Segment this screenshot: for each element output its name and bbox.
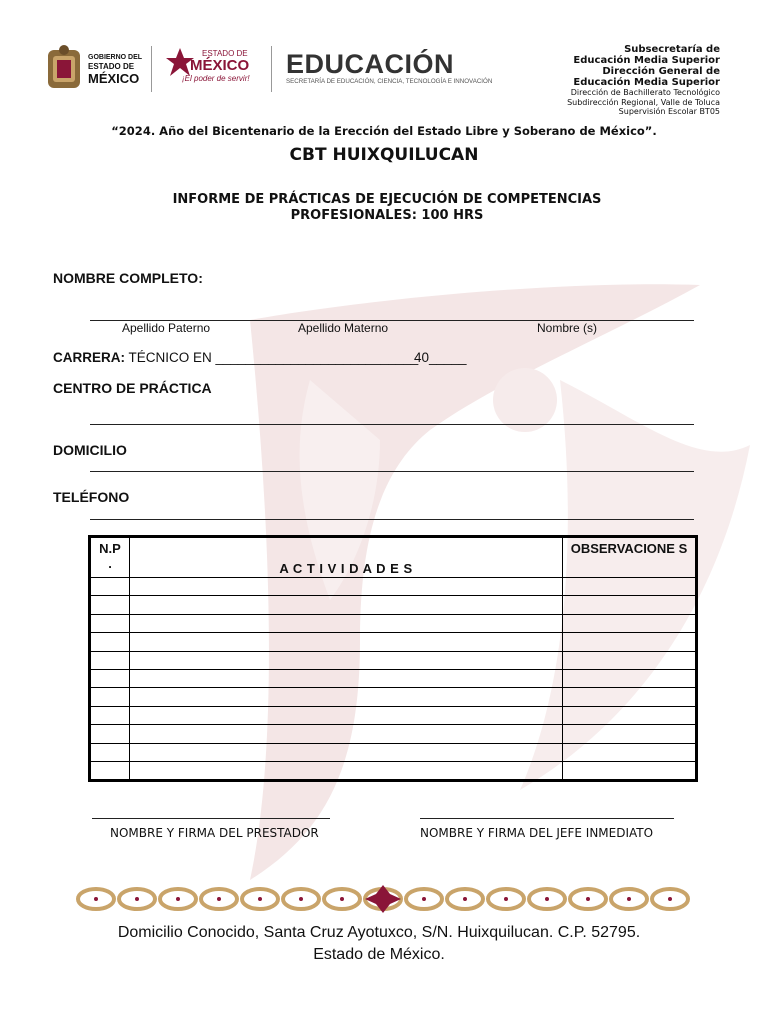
table-row	[90, 761, 697, 780]
ornament-motif	[488, 889, 524, 909]
table-row	[90, 706, 697, 724]
actividad-cell[interactable]	[130, 725, 563, 743]
np-cell[interactable]	[90, 761, 130, 780]
observacion-cell[interactable]	[563, 706, 697, 724]
table-row	[90, 743, 697, 761]
subsecretaria-block	[567, 44, 720, 117]
ornament-motif	[447, 889, 483, 909]
gob-line3: MÉXICO	[88, 71, 140, 86]
table-header-row	[90, 537, 697, 578]
ornament-motif	[201, 889, 237, 909]
np-cell[interactable]	[90, 725, 130, 743]
footer-address-line2: Estado de México.	[313, 945, 445, 963]
domicilio-input-line[interactable]	[90, 471, 694, 472]
np-cell[interactable]	[90, 651, 130, 669]
motto: “2024. Año del Bicentenario de la Erección del Estado Libre y Soberano de México”.	[111, 124, 657, 138]
edomex-slogan: ¡El poder de servir!	[182, 74, 250, 83]
jefe-signature-line[interactable]	[420, 818, 674, 819]
ornament-motif	[119, 889, 155, 909]
apellido-materno-caption: Apellido Materno	[298, 321, 389, 335]
telefono-label: TELÉFONO	[53, 489, 130, 505]
ornament-motif	[406, 889, 442, 909]
educacion-title: EDUCACIÓN	[286, 49, 455, 79]
ornament-motif	[283, 889, 319, 909]
observacion-cell[interactable]	[563, 651, 697, 669]
observacion-cell[interactable]	[563, 669, 697, 687]
report-title-line1: INFORME DE PRÁCTICAS DE EJECUCIÓN DE COMPETENCIAS	[172, 192, 602, 207]
np-cell[interactable]	[90, 596, 130, 614]
prestador-signature-line[interactable]	[92, 818, 330, 819]
table-row	[90, 725, 697, 743]
report-title-line2: PROFESIONALES: 100 HRS	[290, 208, 484, 223]
actividad-cell[interactable]	[130, 706, 563, 724]
carrera-row[interactable]	[53, 350, 418, 365]
actividad-cell[interactable]	[130, 596, 563, 614]
sec-line-7: Supervisión Escolar BT05	[618, 107, 720, 117]
np-cell[interactable]	[90, 706, 130, 724]
ornament-motif	[611, 889, 647, 909]
jefe-caption: NOMBRE Y FIRMA DEL JEFE INMEDIATO	[420, 826, 654, 840]
observacion-cell[interactable]	[563, 596, 697, 614]
grupo-field[interactable]: 40_____	[414, 350, 467, 365]
prestador-caption: NOMBRE Y FIRMA DEL PRESTADOR	[110, 826, 319, 840]
table-row	[90, 596, 697, 614]
ornament-motif	[242, 889, 278, 909]
table-row	[90, 688, 697, 706]
ornament-motif	[570, 889, 606, 909]
telefono-input-line[interactable]	[90, 519, 694, 520]
np-cell[interactable]	[90, 669, 130, 687]
observacion-cell[interactable]	[563, 578, 697, 596]
sec-line-2: Educación Media Superior	[573, 55, 720, 66]
sec-line-6: Subdirección Regional, Valle de Toluca	[567, 97, 720, 107]
state-coat-of-arms-icon	[44, 44, 84, 92]
ornament-motif	[160, 889, 196, 909]
ornamental-border-icon	[76, 884, 690, 914]
apellido-paterno-caption: Apellido Paterno	[122, 321, 211, 335]
nombre-label: NOMBRE COMPLETO:	[53, 270, 203, 286]
sec-line-5: Dirección de Bachillerato Tecnológico	[570, 88, 720, 97]
observacion-cell[interactable]	[563, 614, 697, 632]
sec-line-4: Educación Media Superior	[573, 77, 720, 88]
table-row	[90, 669, 697, 687]
ornament-motif	[529, 889, 565, 909]
observacion-cell[interactable]	[563, 688, 697, 706]
np-cell[interactable]	[90, 614, 130, 632]
gob-line2: ESTADO DE	[88, 62, 135, 71]
domicilio-label: DOMICILIO	[53, 442, 127, 458]
educacion-subtitle: SECRETARÍA DE EDUCACIÓN, CIENCIA, TECNOLOGÍA E INNOVACIÓN	[286, 78, 493, 85]
actividad-cell[interactable]	[130, 669, 563, 687]
col-actividades: A C T I V I D A D E S	[130, 537, 563, 578]
carrera-label: CARRERA:	[53, 350, 125, 365]
sec-line-3: Dirección General de	[602, 66, 720, 77]
actividad-cell[interactable]	[130, 578, 563, 596]
actividad-cell[interactable]	[130, 614, 563, 632]
ornament-motif	[78, 889, 114, 909]
ornament-motif	[652, 889, 688, 909]
col-np: N.P .	[90, 537, 130, 578]
actividad-cell[interactable]	[130, 761, 563, 780]
table-row	[90, 633, 697, 651]
edomex-big: MÉXICO	[190, 57, 250, 74]
observacion-cell[interactable]	[563, 725, 697, 743]
np-cell[interactable]	[90, 633, 130, 651]
table-row	[90, 651, 697, 669]
footer-address	[0, 922, 758, 965]
header-divider-2	[271, 46, 272, 92]
header-divider	[151, 46, 152, 92]
carrera-value: TÉCNICO EN ___________________________	[128, 350, 419, 365]
sec-line-1: Subsecretaría de	[624, 44, 720, 55]
centro-label: CENTRO DE PRÁCTICA	[53, 380, 212, 396]
actividad-cell[interactable]	[130, 688, 563, 706]
centro-input-line[interactable]	[90, 424, 694, 425]
nombres-caption: Nombre (s)	[537, 321, 598, 335]
np-cell[interactable]	[90, 743, 130, 761]
footer-address-line1: Domicilio Conocido, Santa Cruz Ayotuxco, S/N. Huixquilucan. C.P. 52795.	[117, 924, 641, 941]
edomex-small: ESTADO DE	[202, 49, 248, 58]
np-cell[interactable]	[90, 688, 130, 706]
actividad-cell[interactable]	[130, 651, 563, 669]
table-row	[90, 578, 697, 596]
observacion-cell[interactable]	[563, 633, 697, 651]
observacion-cell[interactable]	[563, 761, 697, 780]
activities-table	[88, 535, 698, 782]
school-name: CBT HUIXQUILUCAN	[289, 145, 479, 165]
gob-line1: GOBIERNO DEL	[88, 54, 143, 61]
table-row	[90, 614, 697, 632]
actividad-cell[interactable]	[130, 633, 563, 651]
ornament-center	[365, 885, 401, 913]
ornament-motif	[324, 889, 360, 909]
observacion-cell[interactable]	[563, 743, 697, 761]
col-observaciones: OBSERVACIONE S	[563, 537, 697, 578]
np-cell[interactable]	[90, 578, 130, 596]
actividad-cell[interactable]	[130, 743, 563, 761]
